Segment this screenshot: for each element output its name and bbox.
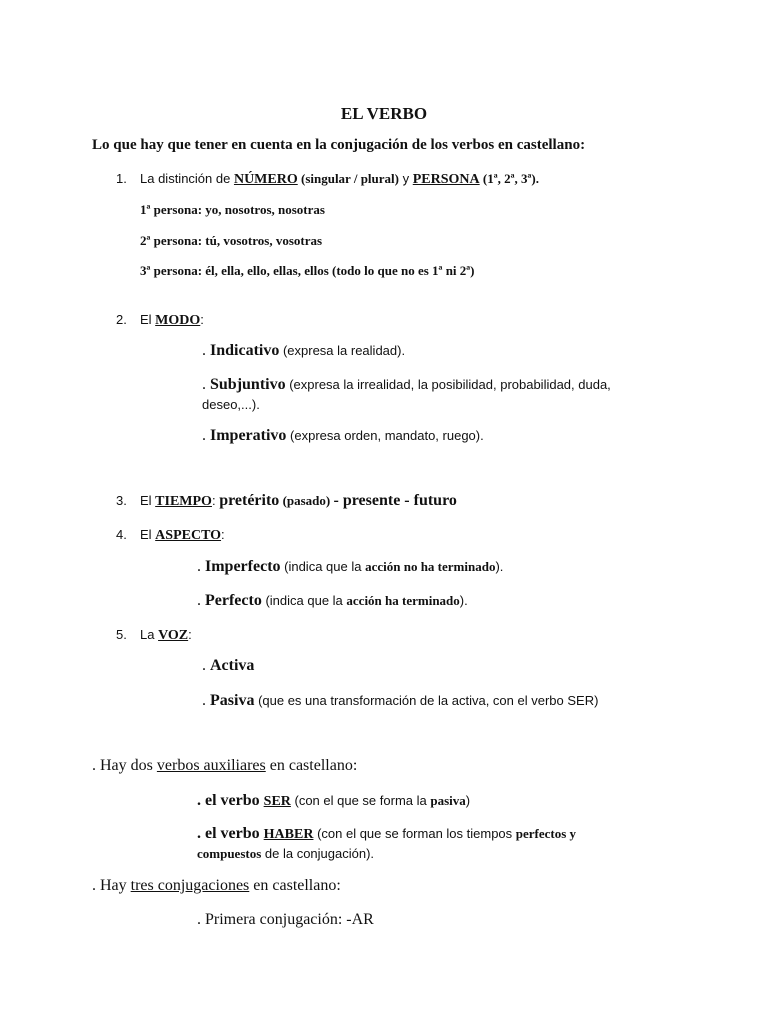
modo-indicativo: . Indicativo (expresa la realidad). (202, 342, 406, 359)
modo-subjuntivo-cont: deseo,...). (202, 397, 260, 412)
aux-haber: . el verbo HABER (con el que se forman los tiempos perfectos y (197, 825, 577, 842)
list-number: 5. (116, 627, 127, 642)
page-title: EL VERBO (340, 104, 428, 123)
tres-conjugaciones-label: tres conjugaciones (130, 877, 250, 894)
voz-activa: . Activa (202, 657, 255, 674)
verbos-auxiliares-label: verbos auxiliares (156, 757, 266, 774)
list-number: 4. (116, 527, 127, 542)
aspecto-imperfecto: . Imperfecto (indica que la acción no ha terminado). (197, 558, 504, 575)
list-number: 2. (116, 312, 127, 327)
modo-subjuntivo: . Subjuntivo (expresa la irrealidad, la posibilidad, probabilidad, duda, (202, 376, 611, 393)
modo-imperativo: . Imperativo (expresa orden, mandato, ruego). (202, 427, 484, 444)
aux-ser: . el verbo SER (con el que se forma la pasiva) (197, 792, 471, 809)
persona-1: 1ª persona: yo, nosotros, nosotras (140, 202, 325, 217)
aux-haber-cont: compuestos de la conjugación). (197, 846, 375, 861)
modo-label: MODO (155, 313, 201, 328)
list-item-modo: 2. El MODO: (116, 312, 204, 328)
auxiliares-heading: . Hay dos verbos auxiliares en castellano: (92, 757, 358, 774)
list-number: 1. (116, 171, 127, 186)
subtitle: Lo que hay que tener en cuenta en la conjugación de los verbos en castellano: (92, 137, 586, 153)
aspecto-perfecto: . Perfecto (indica que la acción ha terminado). (197, 592, 468, 609)
aspecto-label: ASPECTO (155, 528, 222, 543)
list-number: 3. (116, 493, 127, 508)
primera-conjugacion: . Primera conjugación: -AR (197, 911, 374, 928)
ser-label: SER (263, 794, 291, 809)
persona-3: 3ª persona: él, ella, ello, ellas, ellos (todo lo que no es 1ª ni 2ª) (140, 263, 475, 278)
numero-label: NÚMERO (233, 172, 298, 187)
conjugaciones-heading: . Hay tres conjugaciones en castellano: (92, 877, 341, 894)
persona-label: PERSONA (412, 172, 480, 187)
list-item-tiempo: 3. El TIEMPO: pretérito (pasado) - presente - futuro (116, 492, 457, 509)
haber-label: HABER (263, 827, 314, 842)
tiempo-label: TIEMPO (155, 494, 212, 509)
list-item-aspecto: 4. El ASPECTO: (116, 527, 225, 543)
voz-pasiva: . Pasiva (que es una transformación de la activa, con el verbo SER) (202, 692, 599, 709)
list-item-numero: 1. La distinción de NÚMERO (singular / plural) y PERSONA (1ª, 2ª, 3ª). (116, 171, 539, 187)
voz-label: VOZ (158, 628, 189, 643)
persona-2: 2ª persona: tú, vosotros, vosotras (140, 233, 323, 248)
list-item-voz: 5. La VOZ: (116, 627, 192, 643)
